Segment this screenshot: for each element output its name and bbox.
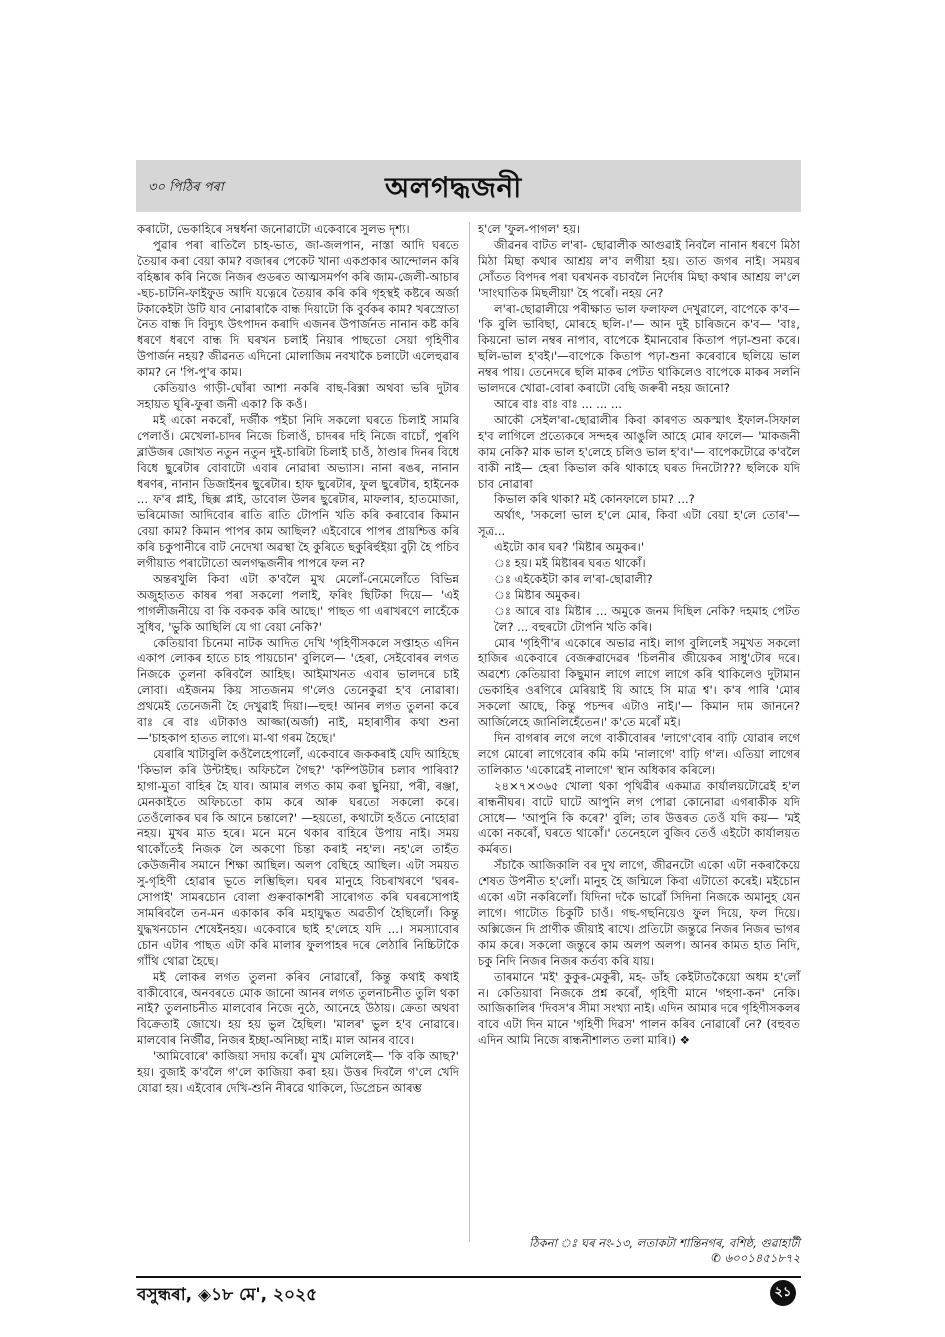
paragraph: অন্তৰখুলি কিবা এটা ক'বলৈ মুখ মেলোঁ-নেমেলোঁতে বিভিন্ন অজুহাতত কাষৰ পৰা সকলো পলাই, ফৰিং ছিটিকা দিয়ে— 'এই পাগলীজনীয়ে বা কি বকবক কৰি আছে।' পাছত গা এৰাখৰণে লাহেঁকে সুধিব, 'ভুকি আছিলি যে গা বেয়া নেকি?'	[137, 571, 459, 634]
paragraph: কেতিয়াবা চিনেমা নাটক আদিত দেখি 'গৃহিণীসকলে সপ্তাহত এদিন একাপ লোকৰ হাতে চাহ পায়চোন' বুলিলে— 'হেৰা, সেইবোৰৰ লগত নিজকে তুলনা কৰিবলৈ আহিছ। আইমাখনত এবাৰ ভালদৰে চাই লোবা। এইজনম কিয় সাতজনম গ'লেও তেনেকুৱা হ'ব নোৱাৰা। প্ৰথমেই তেনেজনী হৈ দেখুৱাই দিয়া।—হুহু! আনৰ লগত তুলনা কৰে বাঃ ৰে বাঃ এটাকাও আজ্জা(অৰ্জা) নাই, মহাৰাণীৰ কথা শুনা—'চাহকাপ হাতত লাগে। মা-থা গৰম হৈছে।'	[137, 635, 459, 745]
paragraph: যেৰাৰি খাটাবুলি কওঁলৈহেপালোঁ, একেবাৰে জককৰাই যেদি আহিছে 'কিভাল কৰি উন্টাইছ। অফিচলৈ গৈছ?' 'কম্পিউটাৰ চলাব পাৰিবা? হাগা-মুতা বাহিৰ হৈ যাব। আমাৰ লগত কাম কৰা ছুনিয়া, পৰী, ৰঞ্জা, মেনকাইতে অফিচতো কাম কৰে আৰু ঘৰতো সকলো কৰে। তেওঁলোকৰ ঘৰ কি আনে চন্তালে?' —হয়তো, কথাটো হওঁতে নোহোৱা নহয়। মুখৰ মাত হৰে। মনে মনে থকাৰ বাহিৰে উপায় নাই। সময় থাকোঁতেই নিজক লৈ অকণো চিন্তা কৰাই নহ'ল। নহ'লে তাহঁত কেউজনীৰ সমানে শিক্ষা আছিল। অলপ বেছিহে আছিল। এটা সময়ত সু-গৃহিণী হোৱাৰ ভূতে লম্ভিছিল। ঘৰৰ মানুহে বিচৰাখৰণে 'ঘৰৰ-সোপাই' সামৰচোন বোলা গুৰুবাকাশৰী সাৰোগত কৰি ঘৰৰসোপাই সামৰিবলৈ তন-মন একাকাৰ কৰি মহাযুদ্ধত অৱতীৰ্ণ হৈছিলোঁ। কিন্তু যুদ্ধখনচোন শেষেইনহয়। একেবাৰে ছাই হ'লেহে যদি ...। সমস্যাবোৰ চোন এটাৰ পাছত এটা কৰি মালাৰ ফুলপাহৰ দৰে লেঠাৰি নিচ্চিটাকৈ গাঁথি থোৱা হৈছে।	[137, 746, 459, 968]
column-divider	[469, 222, 470, 1242]
paragraph: আকৌ সেইল'ৰা-ছোৱালীৰ কিবা কাৰণত অকস্মাৎ ইফাল-সিফাল হ'ব লাগিলে প্ৰত্যেকৰে সন্দহৰ আঙুলি আহে মোৰ ফালে— 'মাকজনী কাম নেকি? মাক ভাল হ'লেহে চলিও ভাল হ'ব।'— বাপেকটোৱে ক'বলৈ বাকী নাই— হেৰা কিভাল কৰি থাকাহে ঘৰত দিনটো??? ছলিকে যদি চাব নোৱাৰা	[478, 412, 800, 491]
paragraph: কিভাল কৰি থাকা? মই কোনফালে চাম? ...?	[494, 492, 695, 507]
paragraph: পুৱাৰ পৰা ৰাতিলৈ চাহ-ভাত, জা-জলপান, নাস্তা আদি ঘৰতে তৈয়াৰ কৰা বেয়া কাম? বজাৰৰ পেকেট খানা একপ্ৰকাৰ আন্দোলন কৰি বহিষ্কাৰ কৰি নিজে নিজৰ গুডৰত আত্মসমৰ্পণ কৰি জাম-জেলী-আচাৰ -ছচ-চাটনি-ফাইফুড আদি যত্নেৰে তৈয়াৰ কৰি কৰি গৃহস্থই কষ্টৰে অৰ্জা টকাকেইটা উটি যাব নোৱাৰাকৈ বান্ধ দিয়াটো কি বুৰ্বকৰ কাম? খৰস্ৰোতা নৈত বান্ধ দি বিদ্যুৎ উৎপাদন কৰাদি এজনৰ উপাৰ্জনত নানান কষ্ট কৰি ধৰণে ধৰণে বান্ধ দি ঘৰখন চলাই নিয়াৰ পাছতো সেয়া গৃহিণীৰ উপাৰ্জন নহয়? জীৱনত এদিনো মোলাজিম নবখাকৈ চলাটো এলেহুৱাৰ কাম? নে 'পি-পু'ৰ কাম।	[137, 237, 459, 380]
paragraph: ঃ আৰে বাঃ মিষ্টাৰ ... অমুকে জনম দিছিল নেকি? দহমাহ পেটত লৈ? ... বহুৰটো টোপনি খতি কৰি।	[494, 603, 800, 634]
paragraph: দিন বাগৰাৰ লগে লগে বাকীবোৰৰ 'লাগে'বোৰ বাঢ়ি যোৱাৰ লগে লগে মোৰো লাগেবোৰ কমি কমি 'নালাগে' বাঢ়ি গ'ল। এতিয়া লাগেৰ তালিকাত 'একোৱেই নালাগে' স্থান অধিকাৰ কৰিলে।	[478, 731, 800, 777]
paragraph: ঃ মিষ্টাৰ অমুকৰ।	[494, 587, 581, 602]
paragraph: মই লোকৰ লগত তুলনা কৰিব নোৱাৰোঁ, কিন্তু কথাই কথাই বাকীবোৰে, অনবৰতে মোক জানো আনৰ লগত তুলনাচনীত তুলি থকা নাই? তুলনাচনীত মালবোৰ নিজে নুঠে, আনেহে উঠায়। ক্ৰেতা অথবা বিক্ৰেতাই জোখে। হয় হয় ভুল হৈছিল। 'মালৰ' ভুল হ'ব নোৱাৰে। মালবোৰ নিৰ্জীৱ, নিজৰ ইচ্ছা-অনিচ্ছা নাই। মাল আনৰ বাবে।	[137, 969, 459, 1048]
paragraph: মোৰ 'গৃহিণী'ৰ একোৰে অভাৱ নাই। লাগ বুলিলেই সমুখত সকলো হাজিৰ একেবাৰে বেজৰুৱাদেৱৰ 'চিলনীৰ জীয়েকৰ সাধু'টোৰ দৰে। অৱশ্যে কেতিয়াবা কিছুমান লাগে লাগে লাগে কৰি থাকিলেও দুটামান ভেকাহিৰ ওৰণিৰে মেৰিয়াই যি আহে সি মাত্ৰ শ্ব'। ক'ৰ পাৰি 'মোৰ সকলো আছে, কিন্তু পচন্দৰ এটাও নাই।'— কিমান দাম জাননে? আৰ্জিলেহে জানিলিহেঁতেন।' ক'তে মৰোঁ মই।	[478, 635, 800, 730]
article-title: অলগদ্ধজনী	[385, 171, 522, 204]
continued-from-label: ৩০ পিঠিৰ পৰা	[148, 180, 224, 195]
address-line: ঠিকনা ঃ ঘৰ নং-১৩, লতাকটা শান্তিনগৰ, বশিষ্ঠ, গুৱাহাটী	[529, 1236, 800, 1250]
footer-rule	[136, 1276, 801, 1278]
paragraph: 'আমিবোৰে' কাজিয়া সদায় কৰোঁ। মুখ মেলিলেই— 'কি বকি আছ?' হয়। বুজাই ক'বলৈ গ'লে কাজিয়া কৰা হয়। উত্তৰ দিবলৈ গ'লে খেদি যোৱা হয়। এইবোৰ দেখি-শুনি নীৰৱে থাকিলে, ডিপ্ৰেচন আৰম্ভ	[137, 1049, 459, 1095]
phone-number: ✆ ৬০০১৪৫১৮৭২	[711, 1251, 800, 1265]
paragraph: হ'লে 'ফুল-পাগল' হয়।	[478, 222, 581, 236]
right-column	[478, 222, 800, 1049]
paragraph: কৰাটো, ভেকাহিৰে সম্বৰ্ধনা জনোৱাটো একেবাৰে সুলভ দৃশ্য।	[137, 222, 410, 236]
paragraph: সঁচাকৈ আজিকালি বৰ দুখ লাগে, জীৱনটো একো এটা নকৰাকৈয়ে শেষত উপনীত হ'লোঁ। মানুহ হৈ জন্মিলে কিবা এটাতো কৰেই। মইচোন একো এটা নকৰিলোঁ। যিদিনা দকৈ ভাৱোঁ সিদিনা নিজকে অমানুহ যেন লাগে। গাটোত চিকুটি চাওঁ। গছ-গছনিয়েও ফুল দিয়ে, ফল দিয়ে। অক্সিজেন দি প্ৰাণীক জীয়াই ৰাখে। প্ৰতিটো জন্তুৱে নিজৰ নিজৰ ভাগৰ কাম কৰে। সকলো জন্তুৰে কাম অলপ অলপ। আনৰ কামত হাত নিদি, চকু নিদি নিজৰ নিজৰ কৰ্তব্য কৰি যায়।	[478, 858, 800, 968]
paragraph: তাৰমানে 'মই' কুকুৰ-মেকুৰী, মহ- ডাঁহ কেইটাতকৈয়ো অধম হ'লোঁ ন। কেতিয়াবা নিজকে প্ৰশ্ন কৰোঁ, গৃহিণী মানে 'গহণা-কন' নেকি। আজিকালিৰ 'দিবস'ৰ সীমা সংখ্যা নাই। এদিন আমাৰ দৰে গৃহিণীসকলৰ বাবে এটা দিন মানে 'গৃহিণী দিৱস' পালন কৰিব নোৱাৰোঁ নে? (বহুবত এদিন আমি নিজে ৰান্ধনীশালত তলা মাৰি।) ❖	[478, 969, 800, 1048]
paragraph: ল'ৰা-ছোৱালীয়ে পৰীক্ষাত ভাল ফলাফল দেখুৱালে, বাপেকে ক'ব— 'কি বুলি ভাবিছা, মোৰহে ছলি-।'— আন দুই চাৰিজনে ক'ব— 'বাঃ, কিয়নো ভাল নম্বৰ নাপাব, বাপেকে ইমানবোৰ কিতাপ পঢ়া-শুনা কৰে। ছলি-ভাল হ'বই।'—বাপেকে কিতাপ পঢ়া-শুনা কৰেবাৰে ছলিয়ে ভাল নম্বৰ পায়। তেনেদৰে ছলি মাকৰ পেটত থাকিলেও বাপেকে মাকৰ সলনি ভালদৰে খোৱা-বোৰা কৰাটো বেছি জৰুৰী নহয় জানো?	[478, 301, 800, 396]
paragraph: ২৪×৭×৩৬৫ খোলা থকা পৃথিৱীৰ একমাত্ৰ কাৰ্যালয়টোৱেই হ'ল ৰান্ধনীঘৰ। বাটে ঘাটে আপুনি লগ পোৱা কোনোৱা এগৰাকীক যদি সোধে— 'আপুনি কি কৰে?' বুলি; তাৰ উত্তৰত তেওঁ যদি কয়— 'মই একো নকৰোঁ, ঘৰতে থাকোঁ।' তেনেহলে বুজিব তেওঁ এইটো কাৰ্যালয়ত কৰ্মৰত।	[478, 778, 800, 857]
magazine-issue: বসুন্ধৰা, ◈১৮ মে', ২০২৫	[137, 1285, 318, 1305]
paragraph: কেতিয়াও গাড়ী-ঘোঁৰা আশা নকৰি বাছ-ৰিক্সা অথবা ভৰি দুটাৰ সহায়ত ঘূৰি-ফুৰা জনী একা? কি কওঁ।	[137, 381, 459, 411]
author-address	[478, 1236, 800, 1266]
paragraph: মই একো নকৰোঁ, দৰ্জীক পইচা নিদি সকলো ঘৰতে চিলাই সামৰি পেলাওঁ। মেখেলা-চাদৰ নিজে চিলাওঁ, চাদৰৰ দহি নিজে বাচোঁ, পুৰণি ব্লাউজৰ জোখত নতুন নতুন দুই-চাৰিটা চিলাই চাওঁ, ঠাণ্ডাৰ দিনৰ বিধে বিধে ছুৰেটাৰ বোবাটো এবাৰ নোৱাৰা অভ্যাস। নানা ৰঙৰ, নানান ধৰণৰ, নানান ডিজাইনৰ ছুৰেটাৰ। হাফ ছুৰেটাৰ, ফুল ছুৰেটাৰ, হাইনেক ... ফ'ৰ প্লাই, ছিক্স প্লাই, ডাবোল উলৰ ছুৰেটাৰ, মাফলাৰ, হাতমোজা, ভৰিমোজা আদিবোৰ ৰাতি ৰাতি টোপনি খতি কৰি কৰাবোৰ কিমান বেয়া কাম? কিমান পাপৰ কাম আছিল? এইবোৰে পাপৰ প্ৰায়শ্চিত্ত কৰি কৰি চকুপানীৰে বাট নেদেখা অৱস্থা হৈ কুৰিতে ছকুৰিৰ্হুইয়া বুঢ়ী হৈ পচিব লগীয়াত পৰাটোতো অলগদ্ধজনীৰ পাপৰে ফল ন?	[137, 412, 459, 571]
paragraph: ঃ এইকেইটা কাৰ ল'ৰা-ছোৱালী?	[494, 571, 653, 586]
paragraph: আৰে বাঃ বাঃ বাঃ ... ... ...	[494, 396, 622, 411]
paragraph: এইটো কাৰ ঘৰ? 'মিষ্টাৰ অমুকৰ।'	[494, 540, 645, 555]
left-column	[137, 222, 459, 1097]
paragraph: অৰ্থাৎ, 'সকলো ভাল হ'লে মোৰ, কিবা এটা বেয়া হ'লে তোৰ'—সূত্ৰ...	[478, 508, 800, 539]
page-number: ২১	[770, 1280, 796, 1306]
paragraph: ঃ হয়। মই মিষ্টাৰৰ ঘৰত থাকোঁ।	[494, 556, 646, 571]
paragraph: জীৱনৰ বাটত ল'ৰা- ছোৱালীক আগুৱাই নিবলৈ নানান ধৰণে মিঠা মিঠা মিছা কথাৰ আশ্ৰয় ল'ব লগীয়া হয়। তাত জগৰ নাই। সময়ৰ সোঁতত বিপদৰ পৰা ঘৰখনক বচাবলৈ নিৰ্দোষ মিছা কথাৰ আশ্ৰয় ল'লে 'সাংঘাতিক মিছলীয়া' হৈ পৰোঁ। নহয় নে?	[478, 237, 800, 300]
